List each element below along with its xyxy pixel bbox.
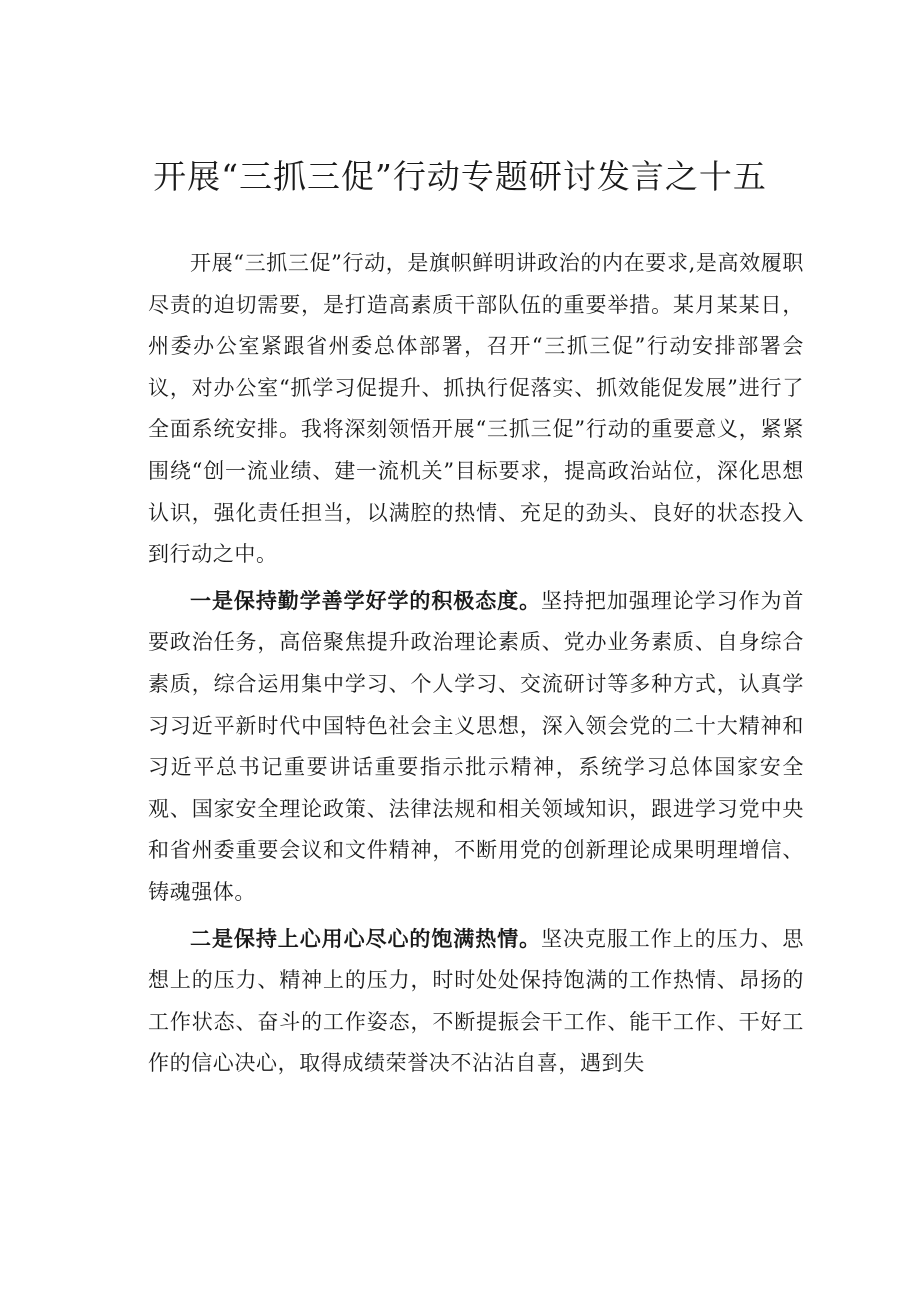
page-title: 开展“三抓三促”行动专题研讨发言之十五	[153, 157, 767, 196]
paragraph-heading: 一是保持勤学善学好学的积极态度。	[190, 587, 542, 613]
paragraph-heading: 二是保持上心用心尽心的饱满热情。	[190, 925, 542, 951]
paragraph-text: 坚决克服工作上的压力、思想上的压力、精神上的压力，时时处处保持饱满的工作热情、昂扬的工作状态、奋斗的工作姿态，不断提振会干工作、能干工作、干好工作的信心决心，取得成绩荣誉决不沾沾自喜，遇到失	[148, 926, 804, 1076]
paragraph-text: 坚持把加强理论学习作为首要政治任务，高倍聚焦提升政治理论素质、党办业务素质、自身综合素质，综合运用集中学习、个人学习、交流研讨等多种方式，认真学习习近平新时代中国特色社会主义思想，深入领会党的二十大精神和习近平总书记重要讲话重要指示批示精神，系统学习总体国家安全观、国家安全理论政策、法律法规和相关领域知识，跟进学习党中央和省州委重要会议和文件精神，不断用党的创新理论成果明理增信、铸魂强体。	[148, 588, 804, 904]
paragraph-point-one	[148, 580, 804, 914]
paragraph-text: 开展“三抓三促”行动，是旗帜鲜明讲政治的内在要求,是高效履职尽责的迫切需要，是打造高素质干部队伍的重要举措。某月某某日，州委办公室紧跟省州委总体部署，召开“三抓三促”行动安排部署会议，对办公室“抓学习促提升、抓执行促落实、抓效能促发展”进行了全面系统安排。我将深刻领悟开展“三抓三促”行动的重要意义，紧紧围绕“创一流业绩、建一流机关”目标要求，提高政治站位，深化思想认识，强化责任担当，以满腔的热情、充足的劲头、良好的状态投入到行动之中。	[148, 251, 804, 567]
paragraph-point-two	[148, 918, 804, 1085]
paragraph-intro	[148, 243, 804, 576]
document-body	[148, 243, 804, 1085]
